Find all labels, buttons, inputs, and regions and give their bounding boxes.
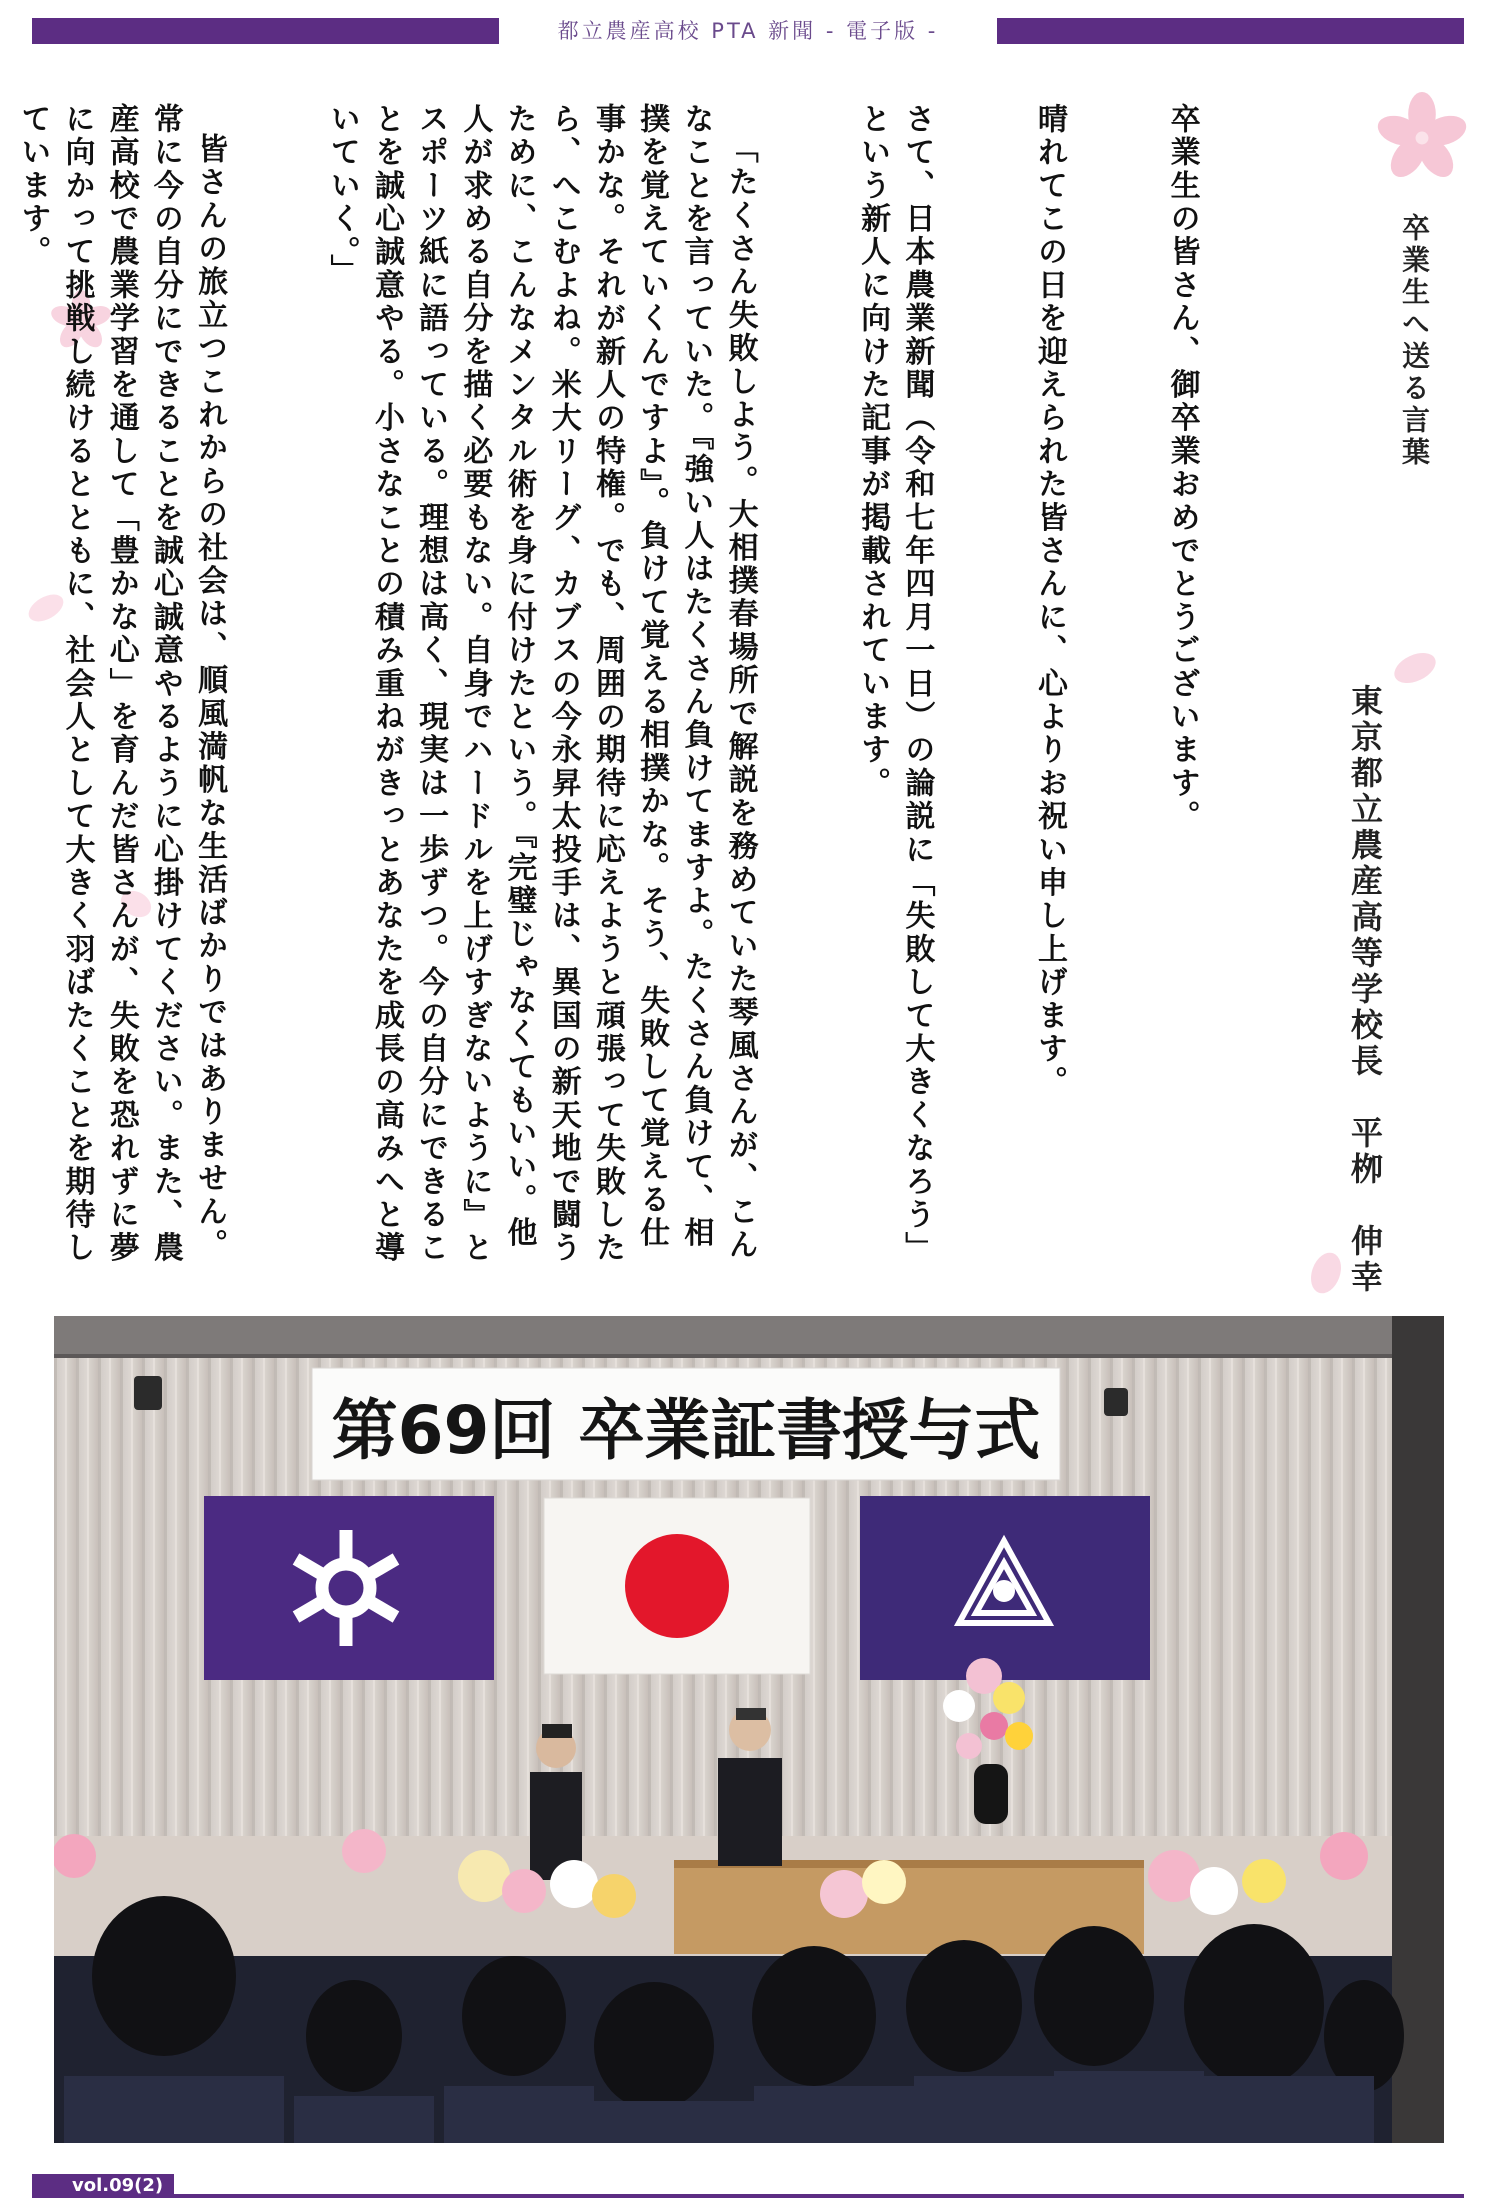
header-bar-right [997,18,1464,44]
paragraph: 皆さんの旅立つこれからの社会は、順風満帆な生活ばかりではありません。常に今の自分にできることを誠心誠意やるように心掛けてください。また、農産高校で農業学習を通して「豊かな心」を育んだ皆さんが、失敗を恐れずに夢に向かって挑戦し続けるとともに、社会人として大きく羽ばたくことを期待しています。 [15,103,228,1265]
sakura-flower-icon [1376,92,1468,184]
sakura-petal-icon [1390,648,1440,688]
author-byline: 東京都立農産高等学校長 平栁 伸幸 [1346,684,1384,1296]
paragraph: さて、日本農業新聞（令和七年四月一日）の論説に「失敗して大きくなろう」という新人に向けた記事が掲載されています。 [855,103,935,1265]
paragraph: 晴れてこの日を迎えられた皆さんに、心よりお祝い申し上げます。 [1031,103,1067,1099]
ceremony-photo [54,1316,1444,2143]
sakura-petal-icon [1304,1248,1348,1298]
ceremony-banner: 第69回 卒業証書授与式 [331,1392,1041,1469]
newsletter-title: 都立農産高校 PTA 新聞 - 電子版 - [557,19,939,43]
volume-label: vol.09(2) [32,2174,174,2198]
article-body [15,103,1292,1283]
paragraph: 卒業生の皆さん、御卒業おめでとうございます。 [1164,103,1200,834]
paragraph: 「たくさん失敗しよう。大相撲春場所で解説を務めていた琴風さんが、こんなことを言っていた。『強い人はたくさん負けてますよ。たくさん負けて、相撲を覚えていくんですよ』。負けて覚える相撲かな。そう、失敗して覚える仕事かな。それが新人の特権。でも、周囲の期待に応えようと頑張って失敗したら、へこむよね。米大リーグ、カブスの今永昇太投手は、異国の新天地で闘うために、こんなメンタル術を身に付けたという。『完璧じゃなくてもいい。他人が求める自分を描く必要もない。自身でハードルを上げすぎないように』とスポーツ紙に語っている。理想は高く、現実は一歩ずつ。今の自分にできることを誠心誠意やる。小さなことの積み重ねがきっとあなたを成長の高みへと導いていく。」 [324,103,758,1265]
header-bar-left [32,18,499,44]
footer-line [174,2194,1464,2198]
section-title: 卒業生へ送る言葉 [1398,213,1431,469]
